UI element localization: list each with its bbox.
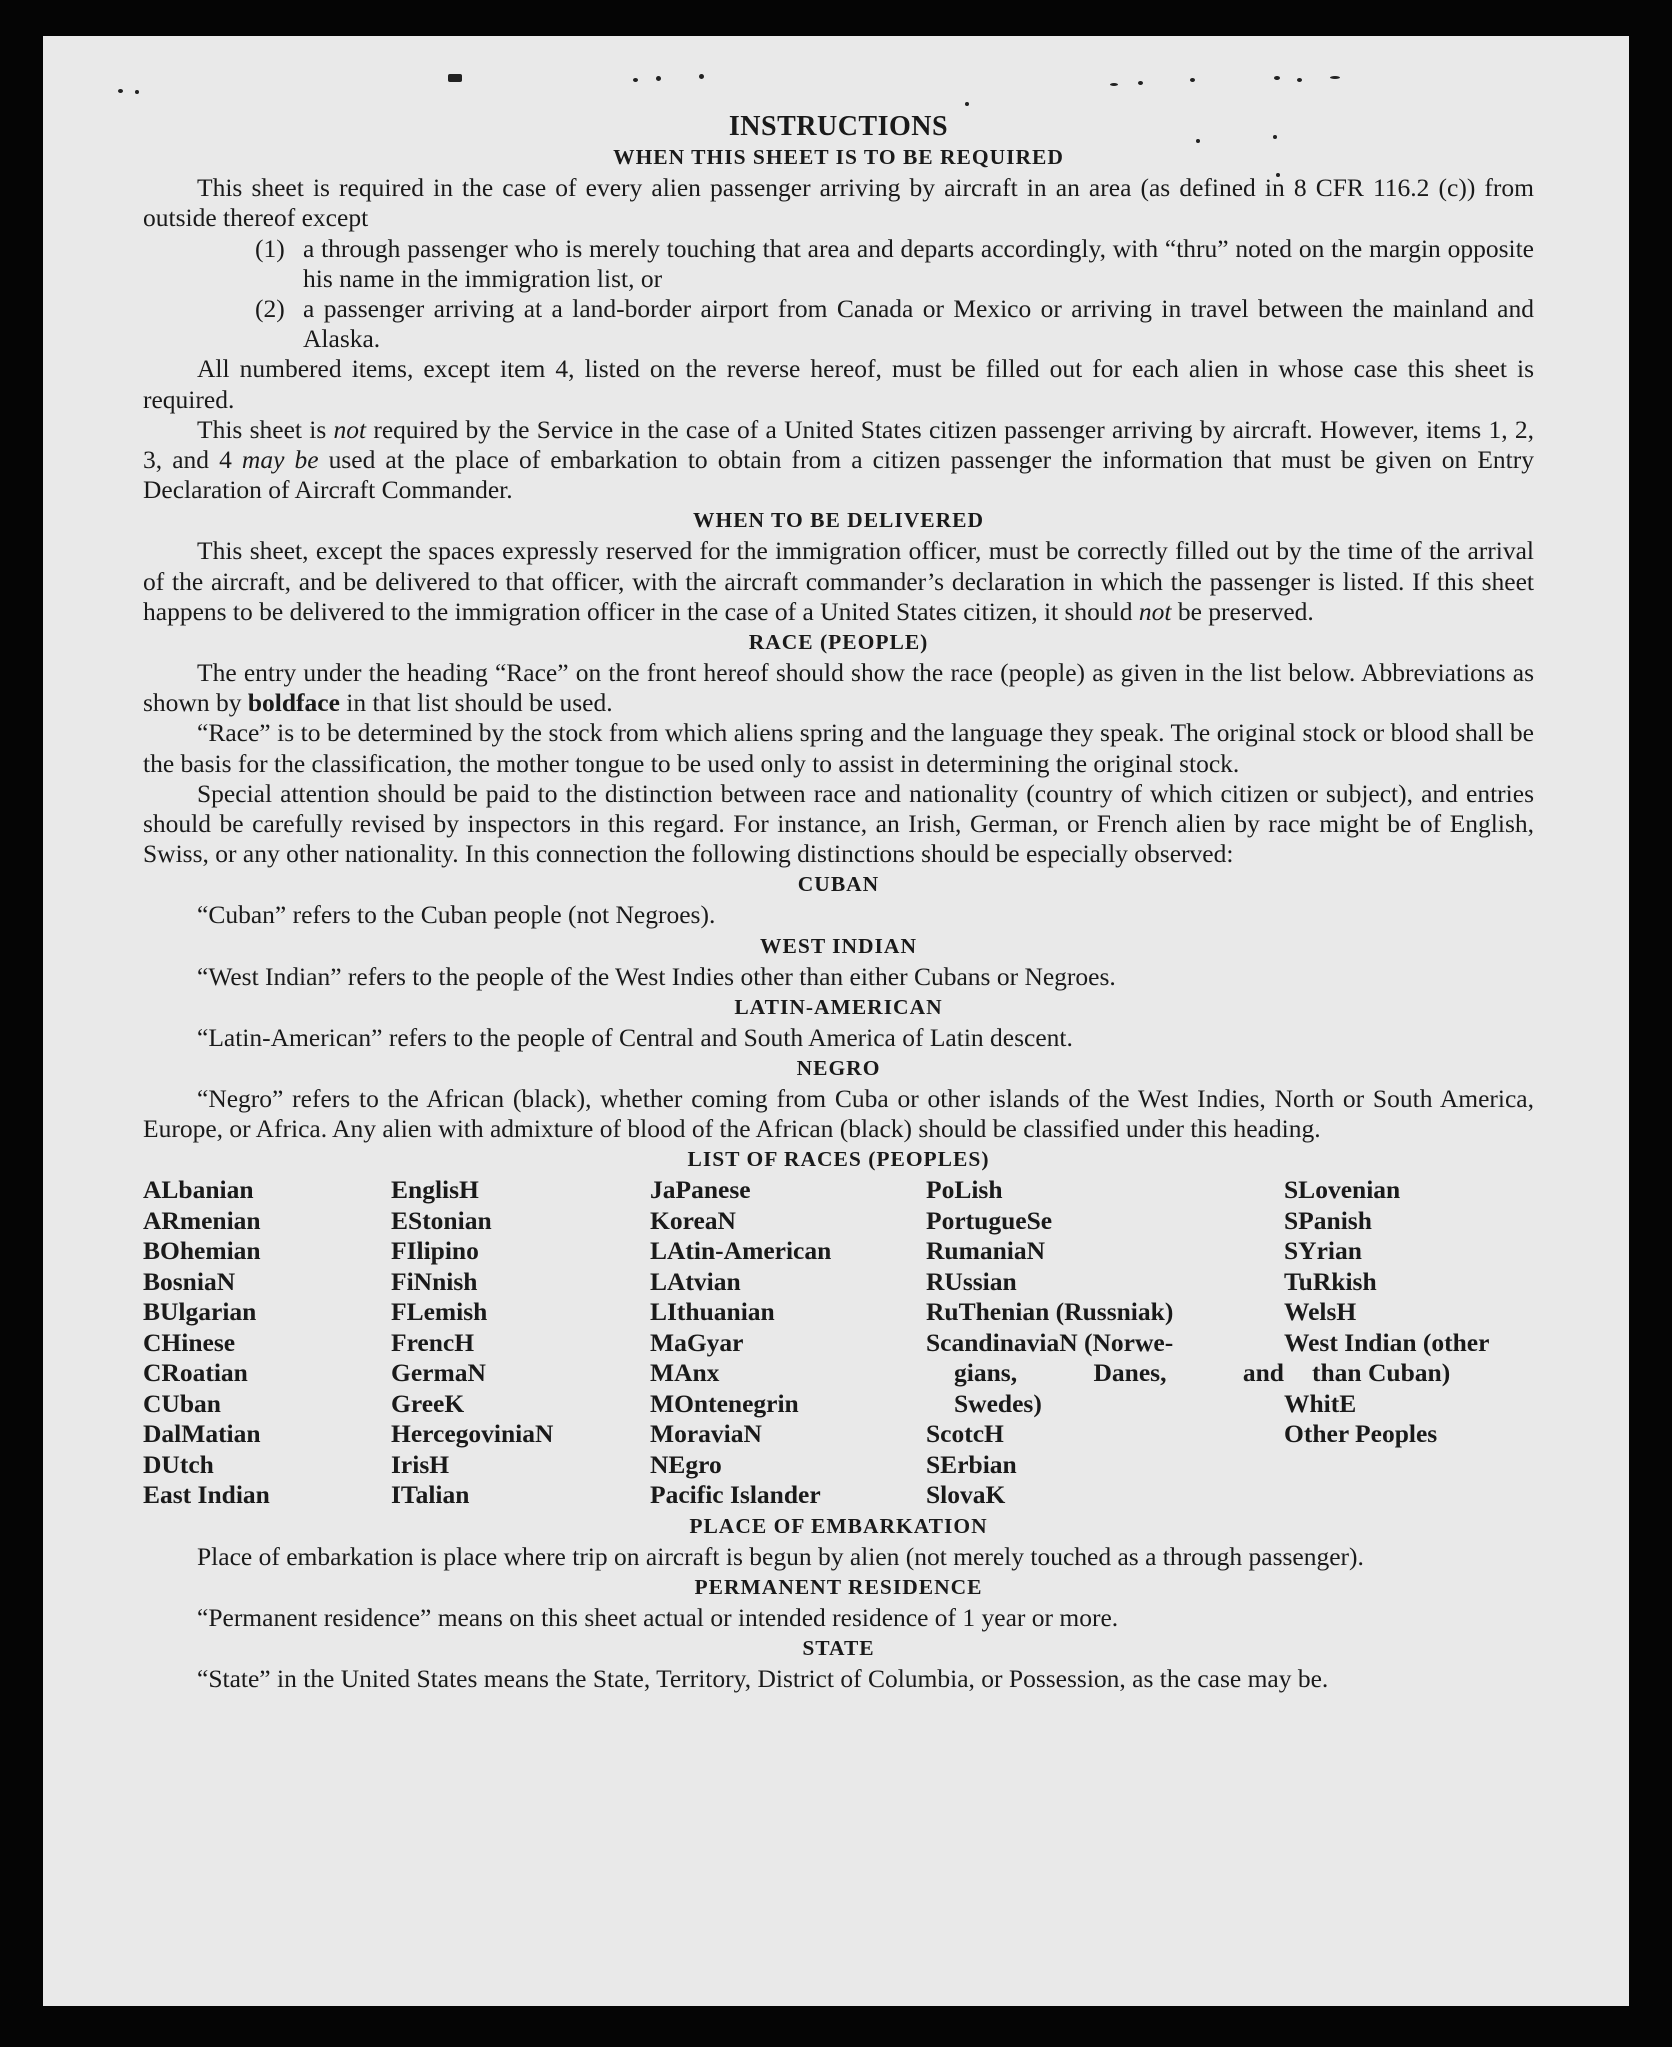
race-entry: ARmenian <box>143 1205 261 1235</box>
race-entry: SPanish <box>1284 1205 1372 1235</box>
race-entry: GermaN <box>391 1358 486 1388</box>
race-entry: WelsH <box>1284 1297 1357 1327</box>
page-title: INSTRUCTIONS <box>728 111 949 142</box>
heading-state: STATE <box>802 1636 875 1661</box>
race-entry: FIlipino <box>391 1236 479 1266</box>
races-column-4 <box>926 1175 1284 1511</box>
race-entry: ScotcH <box>926 1419 1004 1449</box>
race-entry: MOntenegrin <box>650 1388 799 1418</box>
race-entry-continuation: than Cuban) <box>1312 1358 1451 1388</box>
race-entry: MoraviaN <box>650 1419 762 1449</box>
paragraph-embarkation: Place of embarkation is place where trip on aircraft is begun by alien (not merely touched as a through passenger). <box>197 1541 1364 1571</box>
heading-required: WHEN THIS SHEET IS TO BE REQUIRED <box>613 145 1064 170</box>
heading-negro: NEGRO <box>796 1056 881 1081</box>
race-entry: PoLish <box>926 1175 1003 1205</box>
race-entry: Other Peoples <box>1284 1419 1438 1449</box>
race-entry: ALbanian <box>143 1175 254 1205</box>
race-entry: DalMatian <box>143 1419 261 1449</box>
race-entry: CHinese <box>143 1327 236 1357</box>
race-entry: Pacific Islander <box>650 1480 821 1510</box>
paragraph-race-definition: “Race” is to be determined by the stock from which aliens spring and the language they speak. The original stock or blood shall be the basis for the classification, the mother tongue to be used only to assist in determining the original stock. <box>143 718 1534 778</box>
race-entry: TuRkish <box>1284 1266 1377 1296</box>
race-entry: EStonian <box>391 1205 492 1235</box>
heading-cuban: CUBAN <box>797 872 880 897</box>
heading-west-indian: WEST INDIAN <box>760 933 917 958</box>
paragraph-negro: “Negro” refers to the African (black), whether coming from Cuba or other islands of the West Indies, North or South America, Europe, or Africa. Any alien with admixture of blood of the African (black) should be classified under this heading. <box>143 1084 1534 1144</box>
race-entry: HercegoviniaN <box>391 1419 554 1449</box>
paragraph-west-indian: “West Indian” refers to the people of the West Indies other than either Cubans or Negroes. <box>197 961 1116 991</box>
race-entry: BUlgarian <box>143 1297 257 1327</box>
race-entry-continuation: gians, Danes, and <box>954 1358 1284 1388</box>
race-entry: BosniaN <box>143 1266 236 1296</box>
race-entry: LAtin-American <box>650 1236 832 1266</box>
item-number: (2) <box>255 294 285 324</box>
race-entry: East Indian <box>143 1480 270 1510</box>
heading-permanent-residence: PERMANENT RESIDENCE <box>694 1575 983 1600</box>
race-entry: BOhemian <box>143 1236 261 1266</box>
race-entry: SlovaK <box>926 1480 1006 1510</box>
race-entry: RUssian <box>926 1266 1017 1296</box>
paragraph-state: “State” in the United States means the State, Territory, District of Columbia, or Possession, as the case may be. <box>197 1664 1329 1694</box>
heading-race: RACE (PEOPLE) <box>748 630 929 655</box>
races-column-5 <box>1284 1175 1534 1511</box>
race-entry: West Indian (other <box>1284 1327 1490 1357</box>
instructions-body <box>143 112 1534 1695</box>
race-entry: ITalian <box>391 1480 470 1510</box>
race-entry: JaPanese <box>650 1175 751 1205</box>
exception-item-1 <box>255 234 1534 294</box>
paragraph-race-entry: The entry under the heading “Race” on the front hereof should show the race (people) as given in the list below. Abbreviations as shown by boldface in that list should be used. <box>143 658 1534 718</box>
exception-item-2 <box>255 294 1534 354</box>
races-column-3 <box>650 1175 926 1511</box>
race-entry: NEgro <box>650 1449 722 1479</box>
race-entry: KoreaN <box>650 1205 736 1235</box>
race-entry: DUtch <box>143 1449 214 1479</box>
item-text: a passenger arriving at a land-border airport from Canada or Mexico or arriving in travel between the mainland and Alaska. <box>303 294 1534 354</box>
race-entry: MAnx <box>650 1358 720 1388</box>
paragraph-required: This sheet is required in the case of every alien passenger arriving by aircraft in an area (as defined in 8 CFR 116.2 (c)) from outside thereof except <box>143 173 1534 233</box>
race-entry: CRoatian <box>143 1358 248 1388</box>
race-entry: SYrian <box>1284 1236 1362 1266</box>
heading-embarkation: PLACE OF EMBARKATION <box>689 1513 988 1538</box>
race-entry: FrencH <box>391 1327 475 1357</box>
race-entry: ScandinaviaN (Norwe- <box>926 1327 1174 1357</box>
item-text: a through passenger who is merely touching that area and departs accordingly, with “thru” noted on the margin opposite his name in the immigration list, or <box>303 233 1534 293</box>
race-entry: PortugueSe <box>926 1205 1053 1235</box>
item-number: (1) <box>255 233 285 263</box>
race-entry: EnglisH <box>391 1175 479 1205</box>
paragraph-latin-american: “Latin-American” refers to the people of Central and South America of Latin descent. <box>197 1022 1073 1052</box>
race-entry: LIthuanian <box>650 1297 775 1327</box>
paragraph-permanent-residence: “Permanent residence” means on this sheet actual or intended residence of 1 year or more. <box>197 1603 1119 1633</box>
list-of-races <box>143 1175 1534 1511</box>
race-entry: SErbian <box>926 1449 1017 1479</box>
paragraph-citizen: This sheet is not required by the Service in the case of a United States citizen passenger arriving by aircraft. However, items 1, 2, 3, and 4 may be used at the place of embarkation to obtain from a citizen passenger the information that must be given on Entry Declaration of Aircraft Commander. <box>143 414 1534 505</box>
race-entry: FiNnish <box>391 1266 478 1296</box>
heading-list-of-races: LIST OF RACES (PEOPLES) <box>687 1147 990 1172</box>
race-entry: SLovenian <box>1284 1175 1401 1205</box>
races-column-1 <box>143 1175 391 1511</box>
race-entry: CUban <box>143 1388 221 1418</box>
race-entry: GreeK <box>391 1388 465 1418</box>
race-entry: LAtvian <box>650 1266 741 1296</box>
race-entry: RuThenian (Russniak) <box>926 1297 1174 1327</box>
document-sheet <box>43 36 1629 2006</box>
heading-delivered: WHEN TO BE DELIVERED <box>692 508 985 533</box>
race-entry-continuation: Swedes) <box>954 1388 1042 1418</box>
race-entry: MaGyar <box>650 1327 744 1357</box>
paragraph-numbered-items: All numbered items, except item 4, listed on the reverse hereof, must be filled out for each alien in whose case this sheet is required. <box>143 354 1534 414</box>
paragraph-delivered: This sheet, except the spaces expressly reserved for the immigration officer, must be correctly filled out by the time of the arrival of the aircraft, and be delivered to that officer, with the aircraft commander’s declaration in which the passenger is listed. If this sheet happens to be delivered to the immigration officer in the case of a United States citizen, it should not be preserved. <box>143 536 1534 626</box>
paragraph-race-nationality: Special attention should be paid to the distinction between race and nationality (country of which citizen or subject), and entries should be carefully revised by inspectors in this regard. For instance, an Irish, German, or French alien by race might be of English, Swiss, or any other nationality. In this connection the following distinctions should be especially observed: <box>143 778 1534 869</box>
heading-latin-american: LATIN-AMERICAN <box>734 994 943 1019</box>
race-entry: FLemish <box>391 1297 488 1327</box>
paragraph-cuban: “Cuban” refers to the Cuban people (not Negroes). <box>197 900 716 930</box>
race-entry: RumaniaN <box>926 1236 1046 1266</box>
race-entry: IrisH <box>391 1449 450 1479</box>
race-entry: WhitE <box>1284 1388 1357 1418</box>
races-column-2 <box>391 1175 650 1511</box>
